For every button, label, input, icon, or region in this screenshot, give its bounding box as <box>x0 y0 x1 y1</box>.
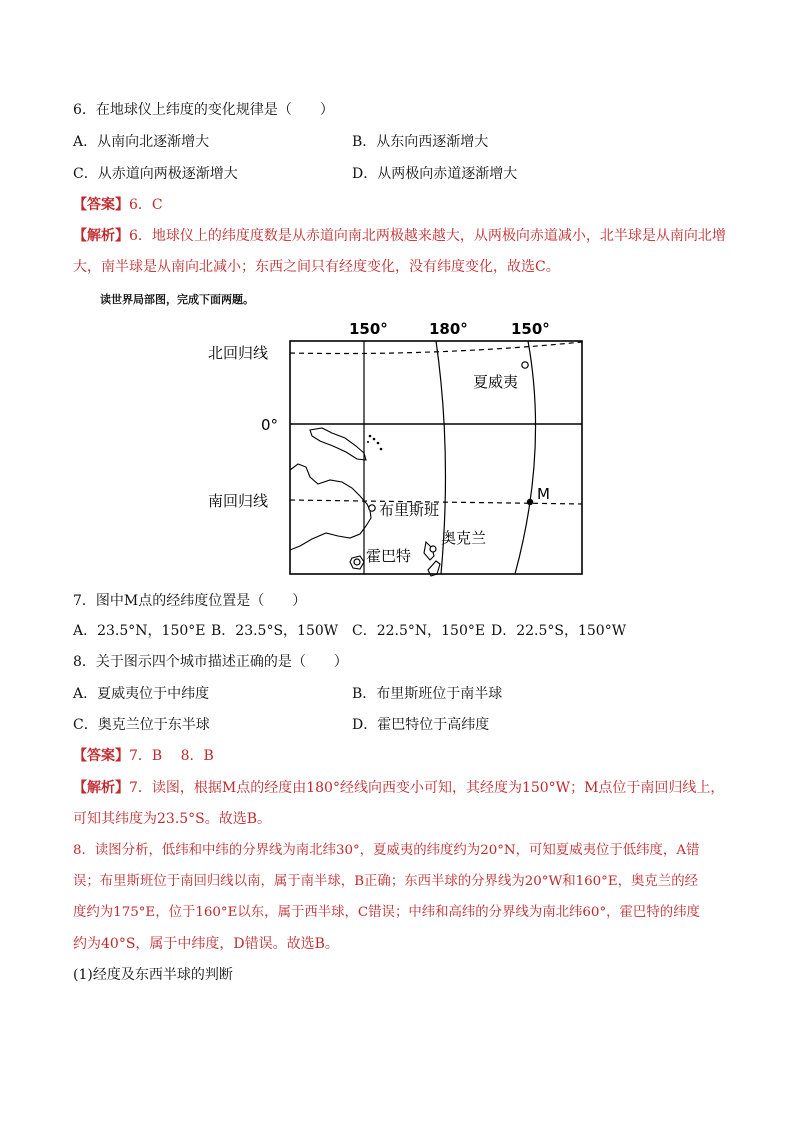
label-lon-150-left: 150° <box>349 320 388 338</box>
point-m-marker <box>527 499 533 505</box>
q6-analysis-line-2: 大，南半球是从南向北减小；东西之间只有经度变化，没有纬度变化，故选C。 <box>73 259 560 275</box>
section-heading: (1)经度及东西半球的判断 <box>73 967 233 983</box>
brisbane-marker <box>369 505 375 511</box>
label-equator: 0° <box>261 416 279 434</box>
map-intro: 读世界局部图，完成下面两题。 <box>100 293 254 306</box>
q78-analysis-line-4: 误；布里斯班位于南回归线以南，属于南半球，B正确；东西半球的分界线为20°W和160°E，奥克兰的经 <box>73 874 698 889</box>
meridian-150w <box>515 341 536 574</box>
label-tropic-north: 北回归线 <box>208 344 269 362</box>
q7-option-a: A．23.5°N，150°E <box>73 623 206 639</box>
analysis-text: 6．地球仪上的纬度度数是从赤道向南北两极越来越大，从两极向赤道减小，北半球是从南向北增 <box>129 228 726 244</box>
label-lon-150-right: 150° <box>511 320 550 338</box>
q7-option-d: D．22.5°S，150°W <box>491 623 627 639</box>
analysis-tag: 【解析】 <box>73 780 129 796</box>
label-brisbane: 布里斯班 <box>379 501 440 519</box>
q8-option-b: B．布里斯班位于南半球 <box>352 686 503 702</box>
q6-option-d: D．从两极向赤道逐渐增大 <box>352 166 518 182</box>
hobart-marker <box>354 559 360 565</box>
answer-text: 7．B 8．B <box>129 748 214 764</box>
analysis-tag: 【解析】 <box>73 228 129 244</box>
q8-option-d: D．霍巴特位于高纬度 <box>352 717 490 733</box>
world-partial-map <box>0 312 794 612</box>
q8-stem: 8．关于图示四个城市描述正确的是（ ） <box>73 654 348 670</box>
q6-option-a: A．从南向北逐渐增大 <box>73 134 210 150</box>
label-auckland: 奥克兰 <box>441 529 487 547</box>
answer-text: 6．C <box>129 197 163 213</box>
label-hobart: 霍巴特 <box>366 547 412 565</box>
q78-analysis-line-3: 8．读图分析，低纬和中纬的分界线为南北纬30°，夏威夷的纬度约为20°N，可知夏威夷位于低纬度，A错 <box>73 843 700 858</box>
label-point-m: M <box>537 485 550 503</box>
q8-option-a: A．夏威夷位于中纬度 <box>73 686 210 702</box>
q6-stem: 6．在地球仪上纬度的变化规律是（ ） <box>73 102 334 118</box>
label-hawaii: 夏威夷 <box>473 373 519 391</box>
label-tropic-south: 南回归线 <box>208 492 269 510</box>
q78-answer <box>73 747 214 765</box>
map-frame <box>290 341 582 574</box>
q7-option-c: C．22.5°N，150°E <box>352 623 486 639</box>
q6-analysis-line-1 <box>73 227 726 245</box>
q7-stem: 7．图中M点的经纬度位置是（ ） <box>73 593 307 609</box>
q6-option-c: C．从赤道向两极逐渐增大 <box>73 166 238 182</box>
answer-tag: 【答案】 <box>73 748 129 764</box>
q8-option-c: C．奥克兰位于东半球 <box>73 717 210 733</box>
q7-option-b: B．23.5°S，150W <box>211 623 339 639</box>
q78-analysis-line-5: 度约为175°E，位于160°E以东，属于西半球，C错误；中纬和高纬的分界线为南北纬60°，霍巴特的纬度 <box>73 905 700 920</box>
analysis-text: 7．读图，根据M点的经度由180°经线向西变小可知，其经度为150°W；M点位于南回归线上， <box>129 780 725 796</box>
q6-answer <box>73 196 163 214</box>
q78-analysis-line-6: 约为40°S，属于中纬度，D错误。故选B。 <box>73 936 339 952</box>
label-lon-180: 180° <box>429 320 468 338</box>
answer-tag: 【答案】 <box>73 197 129 213</box>
q78-analysis-line-2: 可知其纬度为23.5°S。故选B。 <box>73 811 272 827</box>
auckland-marker <box>430 546 436 552</box>
q6-option-b: B．从东向西逐渐增大 <box>352 134 489 150</box>
new-guinea-shape <box>310 428 366 460</box>
hawaii-marker <box>522 362 528 368</box>
australia-coast <box>290 464 371 550</box>
q78-analysis-line-1 <box>73 779 724 797</box>
pacific-islands <box>367 435 382 451</box>
